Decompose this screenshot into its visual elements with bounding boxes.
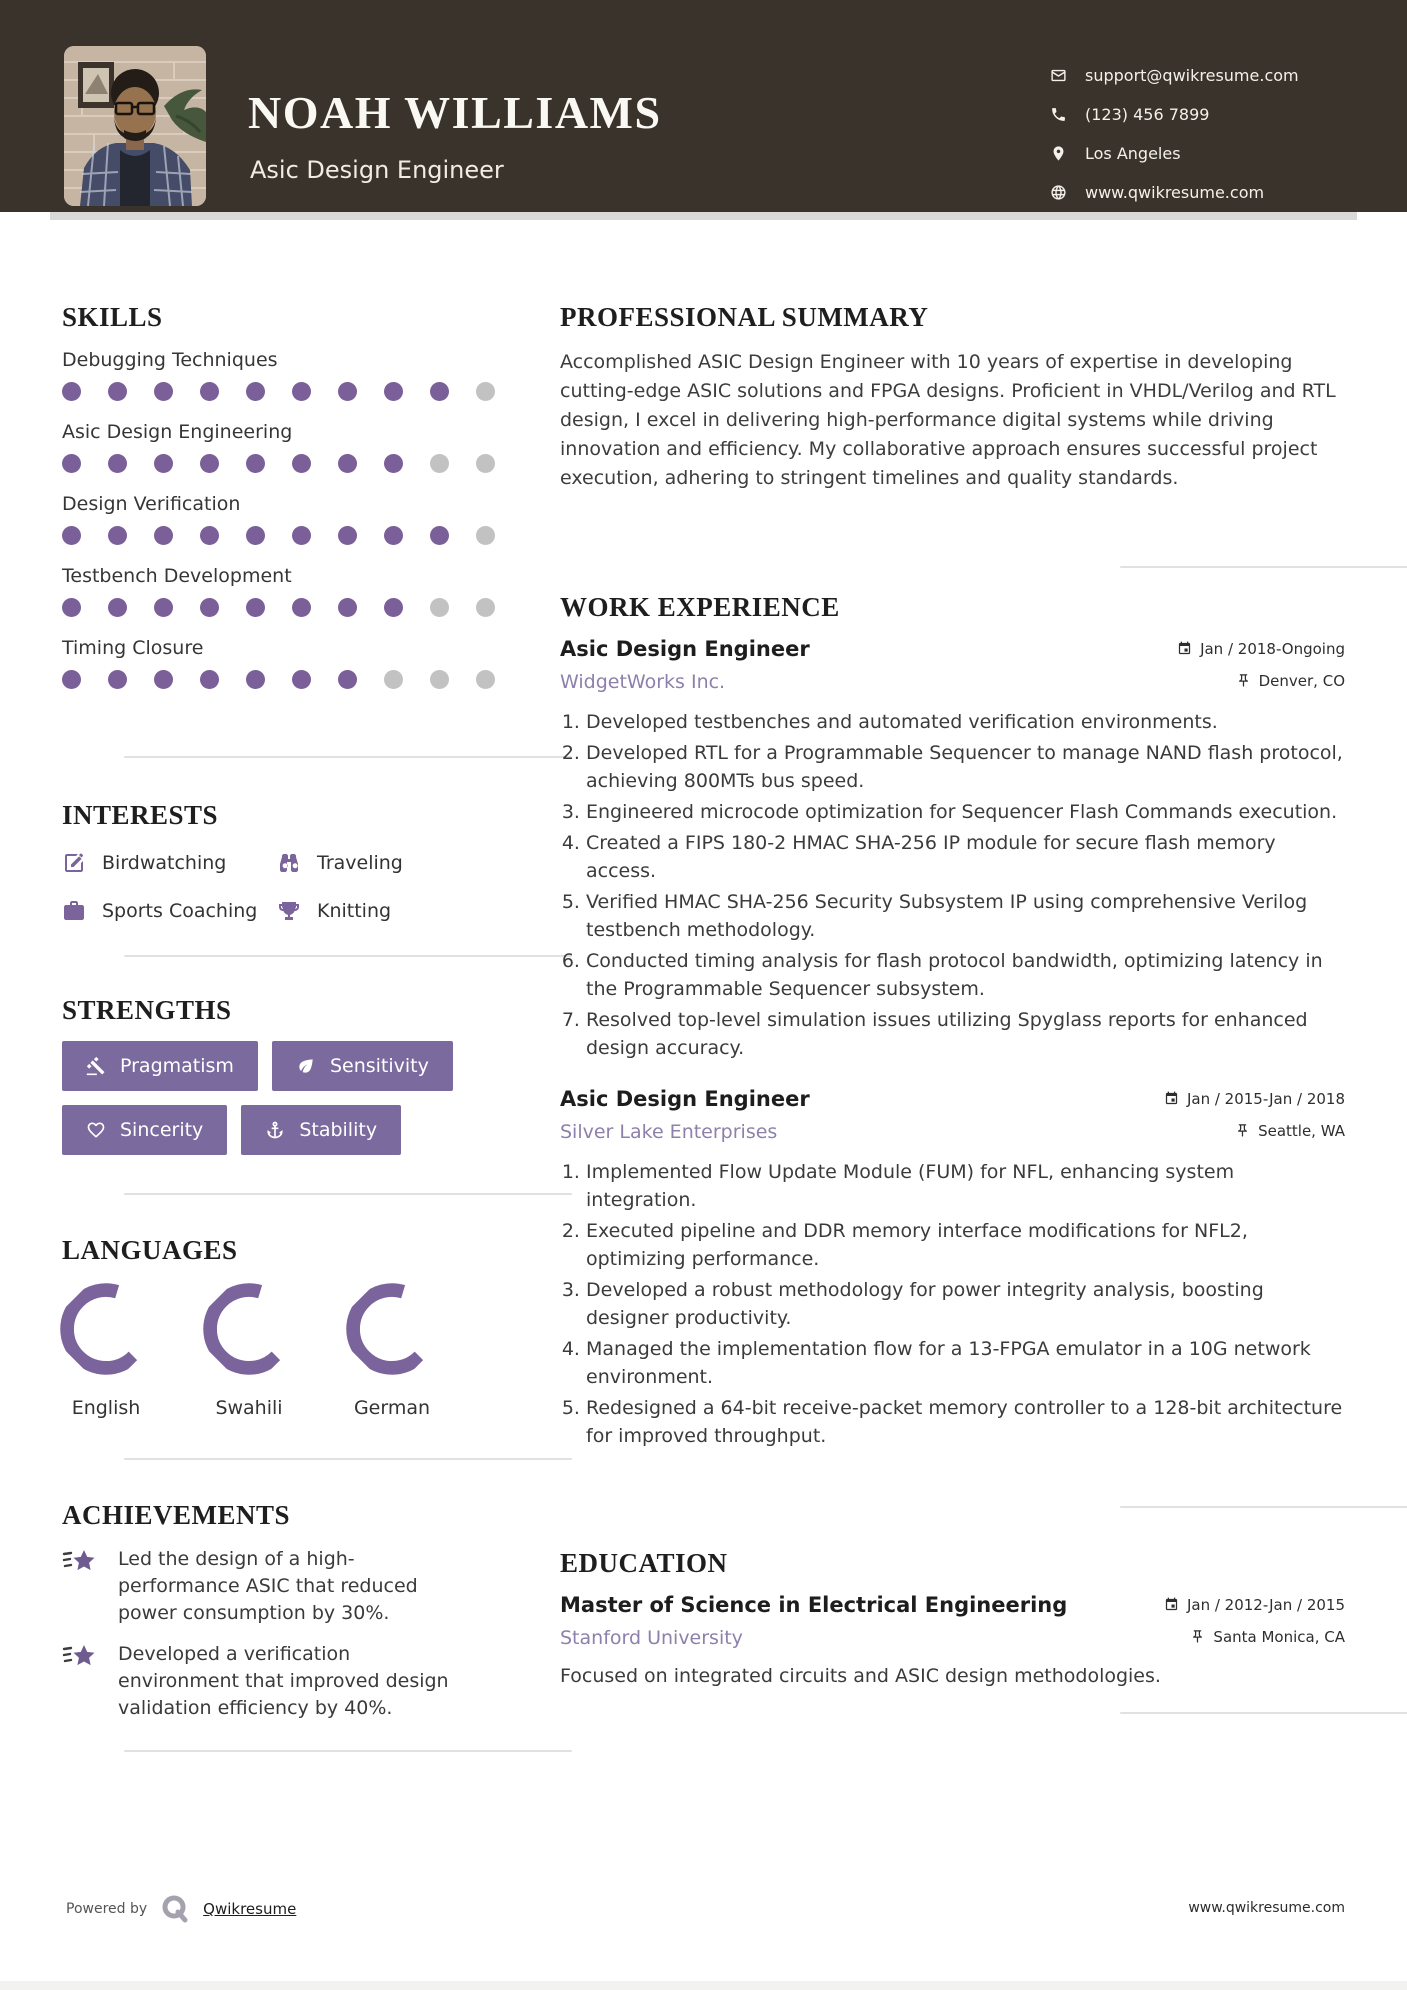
- rating-dot-filled: [338, 670, 357, 689]
- powered-by-text: Powered by: [66, 1901, 148, 1917]
- education-description: Focused on integrated circuits and ASIC design methodologies.: [560, 1665, 1161, 1687]
- person-name: NOAH WILLIAMS: [248, 87, 662, 138]
- phone-icon: [1050, 106, 1067, 123]
- section-work-experience: [560, 592, 1345, 1453]
- shooting-star-icon: [62, 1546, 98, 1627]
- rating-dot-empty: [430, 454, 449, 473]
- rating-dot-filled: [200, 382, 219, 401]
- skill-rating: [62, 526, 512, 545]
- binoculars-icon: [277, 851, 301, 875]
- job-bullet: 2. Executed pipeline and DDR memory interface modifications for NFL2, optimizing performance.: [586, 1217, 1345, 1273]
- bottom-strip: [0, 1981, 1407, 1990]
- language-level-arc: [44, 1267, 168, 1391]
- rating-dot-filled: [292, 382, 311, 401]
- contact-email-text: support@qwikresume.com: [1085, 66, 1299, 85]
- section-summary: [560, 302, 1345, 493]
- language-level-arc: [330, 1267, 454, 1391]
- person-job-title: Asic Design Engineer: [250, 156, 504, 184]
- skills-heading: SKILLS: [62, 302, 163, 332]
- strength-label: Sensitivity: [329, 1055, 429, 1077]
- rating-dot-filled: [62, 454, 81, 473]
- header-divider-strip: [50, 212, 1357, 220]
- rating-dot-filled: [292, 454, 311, 473]
- skill-item: [62, 492, 512, 545]
- rating-dot-filled: [200, 670, 219, 689]
- rating-dot-empty: [430, 670, 449, 689]
- strengths-heading: STRENGTHS: [62, 995, 232, 1025]
- interest-label: Knitting: [317, 900, 392, 922]
- section-divider: [124, 756, 572, 758]
- trophy-icon: [277, 899, 301, 923]
- rating-dot-filled: [62, 526, 81, 545]
- rating-dot-filled: [108, 598, 127, 617]
- section-divider: [124, 955, 572, 957]
- skill-name: Debugging Techniques: [62, 349, 278, 371]
- section-interests: [62, 800, 512, 928]
- education-school: Stanford University: [560, 1627, 743, 1649]
- skill-name: Testbench Development: [62, 565, 292, 587]
- qwikresume-link[interactable]: Qwikresume: [203, 1900, 297, 1918]
- rating-dot-filled: [246, 598, 265, 617]
- rating-dot-filled: [154, 454, 173, 473]
- education-location: [1190, 1628, 1345, 1646]
- rating-dot-filled: [246, 670, 265, 689]
- job-bullet: 7. Resolved top-level simulation issues utilizing Spyglass reports for enhanced design accuracy.: [586, 1006, 1345, 1062]
- job-entry: [560, 1086, 1345, 1450]
- location-icon: [1050, 145, 1067, 162]
- skill-name: Asic Design Engineering: [62, 421, 293, 443]
- rating-dot-filled: [338, 598, 357, 617]
- strength-pill: [62, 1105, 227, 1155]
- rating-dot-filled: [154, 598, 173, 617]
- rating-dot-filled: [338, 454, 357, 473]
- skill-rating: [62, 670, 512, 689]
- summary-text: Accomplished ASIC Design Engineer with 10 years of expertise in developing cutting-edge ASIC solutions and FPGA designs. Proficient in VHDL/Verilog and RTL design, I excel in delivering high-performance digital systems while driving innovation and efficiency. My collaborative approach ensures successful project execution, adhering to stringent timelines and quality standards.: [560, 351, 1336, 489]
- achievement-text: Led the design of a high-performance ASIC that reduced power consumption by 30%.: [118, 1548, 418, 1624]
- interest-item: [277, 894, 512, 928]
- job-company: Silver Lake Enterprises: [560, 1121, 778, 1143]
- rating-dot-filled: [154, 382, 173, 401]
- section-strengths: [62, 995, 512, 1155]
- job-bullet: 4. Created a FIPS 180-2 HMAC SHA-256 IP module for secure flash memory access.: [586, 829, 1345, 885]
- languages-heading: LANGUAGES: [62, 1235, 238, 1265]
- interests-grid: [62, 846, 512, 928]
- job-bullet: 5. Redesigned a 64-bit receive-packet memory controller to a 128-bit architecture for improved throughput.: [586, 1394, 1345, 1450]
- job-bullet: 1. Implemented Flow Update Module (FUM) for NFL, enhancing system integration.: [586, 1158, 1345, 1214]
- pushpin-icon: [1235, 1123, 1250, 1138]
- rating-dot-empty: [476, 454, 495, 473]
- education-degree: Master of Science in Electrical Engineering: [560, 1593, 1068, 1617]
- language-label: Swahili: [215, 1397, 283, 1419]
- skill-rating: [62, 382, 512, 401]
- achievement-item: [62, 1546, 512, 1627]
- work-heading: WORK EXPERIENCE: [560, 592, 840, 622]
- contact-website-text: www.qwikresume.com: [1085, 183, 1265, 202]
- job-location-text: Denver, CO: [1258, 671, 1345, 690]
- job-title: Asic Design Engineer: [560, 1087, 810, 1111]
- job-bullet: 1. Developed testbenches and automated verification environments.: [586, 708, 1345, 736]
- rating-dot-filled: [292, 526, 311, 545]
- job-dates-text: Jan / 2018-Ongoing: [1200, 639, 1345, 658]
- interest-label: Birdwatching: [102, 852, 227, 874]
- job-bullet: 5. Verified HMAC SHA-256 Security Subsystem IP using comprehensive Verilog testbench methodology.: [586, 888, 1345, 944]
- achievement-item: [62, 1641, 512, 1722]
- footer-website[interactable]: www.qwikresume.com: [1188, 1900, 1345, 1916]
- rating-dot-filled: [62, 598, 81, 617]
- job-location: [1236, 672, 1345, 690]
- job-dates: [1164, 1090, 1345, 1108]
- job-bullet: 3. Engineered microcode optimization for Sequencer Flash Commands execution.: [586, 798, 1345, 826]
- footer-branding: [66, 1893, 296, 1925]
- rating-dot-filled: [154, 526, 173, 545]
- strength-pill: [62, 1041, 258, 1091]
- achievement-text: Developed a verification environment that improved design validation efficiency by 40%.: [118, 1643, 449, 1719]
- heart-icon: [86, 1120, 106, 1140]
- language-item: [205, 1285, 293, 1419]
- skill-item: [62, 420, 512, 473]
- skill-item: [62, 564, 512, 617]
- education-dates-text: Jan / 2012-Jan / 2015: [1186, 1595, 1345, 1614]
- section-education: [560, 1548, 1345, 1690]
- rating-dot-filled: [292, 670, 311, 689]
- interest-item: [277, 846, 512, 880]
- section-divider: [124, 1750, 572, 1752]
- rating-dot-empty: [476, 382, 495, 401]
- job-bullet: 2. Developed RTL for a Programmable Sequencer to manage NAND flash protocol, achieving 800MTs bus speed.: [586, 739, 1345, 795]
- rating-dot-filled: [246, 526, 265, 545]
- skill-rating: [62, 454, 512, 473]
- language-label: English: [71, 1397, 141, 1419]
- skill-name: Timing Closure: [62, 637, 204, 659]
- skill-name: Design Verification: [62, 493, 241, 515]
- rating-dot-filled: [384, 382, 403, 401]
- job-bullet: 4. Managed the implementation flow for a 13-FPGA emulator in a 10G network environment.: [586, 1335, 1345, 1391]
- pen-icon: [62, 851, 86, 875]
- rating-dot-filled: [338, 526, 357, 545]
- rating-dot-filled: [246, 454, 265, 473]
- summary-heading: PROFESSIONAL SUMMARY: [560, 302, 929, 332]
- section-divider: [1120, 1506, 1407, 1508]
- gavel-icon: [86, 1056, 106, 1076]
- skill-item: [62, 348, 512, 401]
- language-item: [62, 1285, 150, 1419]
- profile-photo-illustration: [64, 46, 206, 206]
- education-heading: EDUCATION: [560, 1548, 728, 1578]
- job-location: [1235, 1122, 1345, 1140]
- calendar-icon: [1164, 1597, 1179, 1612]
- interest-item: [62, 846, 277, 880]
- language-label: German: [353, 1397, 431, 1419]
- contact-email[interactable]: [1050, 56, 1299, 95]
- rating-dot-filled: [384, 526, 403, 545]
- job-entry: [560, 636, 1345, 1062]
- rating-dot-filled: [154, 670, 173, 689]
- language-level-arc: [187, 1267, 311, 1391]
- rating-dot-filled: [200, 598, 219, 617]
- education-location-text: Santa Monica, CA: [1213, 1627, 1345, 1646]
- rating-dot-empty: [476, 526, 495, 545]
- job-company: WidgetWorks Inc.: [560, 671, 726, 693]
- job-bullet-list: [560, 708, 1345, 1062]
- leaf-icon: [296, 1056, 316, 1076]
- rating-dot-filled: [430, 526, 449, 545]
- job-bullet-list: [560, 1158, 1345, 1450]
- job-dates: [1177, 640, 1345, 658]
- strength-pills: [62, 1041, 502, 1155]
- shooting-star-icon: [62, 1641, 98, 1722]
- skill-item: [62, 636, 512, 689]
- strength-label: Stability: [299, 1119, 378, 1141]
- strength-label: Sincerity: [120, 1119, 204, 1141]
- calendar-icon: [1164, 1091, 1179, 1106]
- email-icon: [1050, 67, 1067, 84]
- globe-icon: [1050, 184, 1067, 201]
- interest-label: Traveling: [317, 852, 403, 874]
- section-divider: [1120, 1712, 1407, 1714]
- section-skills: [62, 302, 512, 708]
- contact-location-text: Los Angeles: [1085, 144, 1181, 163]
- interests-heading: INTERESTS: [62, 800, 219, 830]
- pushpin-icon: [1190, 1629, 1205, 1644]
- rating-dot-filled: [108, 526, 127, 545]
- rating-dot-filled: [292, 598, 311, 617]
- language-item: [348, 1285, 436, 1419]
- anchor-icon: [265, 1120, 285, 1140]
- header: [0, 0, 1407, 212]
- contact-list: [1050, 56, 1299, 212]
- contact-website[interactable]: [1050, 173, 1299, 212]
- rating-dot-filled: [108, 454, 127, 473]
- contact-location: [1050, 134, 1299, 173]
- pushpin-icon: [1236, 673, 1251, 688]
- calendar-icon: [1177, 641, 1192, 656]
- job-location-text: Seattle, WA: [1258, 1121, 1345, 1140]
- strength-pill: [241, 1105, 401, 1155]
- rating-dot-empty: [384, 670, 403, 689]
- skill-rating: [62, 598, 512, 617]
- briefcase-icon: [62, 899, 86, 923]
- achievements-heading: ACHIEVEMENTS: [62, 1500, 291, 1530]
- section-divider: [124, 1193, 572, 1195]
- rating-dot-empty: [430, 598, 449, 617]
- strength-pill: [272, 1041, 453, 1091]
- rating-dot-filled: [200, 454, 219, 473]
- rating-dot-filled: [108, 382, 127, 401]
- contact-phone-text: (123) 456 7899: [1085, 105, 1210, 124]
- rating-dot-empty: [476, 598, 495, 617]
- section-achievements: [62, 1500, 512, 1722]
- profile-photo: [64, 46, 206, 206]
- rating-dot-filled: [384, 454, 403, 473]
- rating-dot-filled: [384, 598, 403, 617]
- section-languages: [62, 1235, 512, 1419]
- job-dates-text: Jan / 2015-Jan / 2018: [1186, 1089, 1345, 1108]
- education-dates: [1164, 1596, 1345, 1614]
- rating-dot-filled: [108, 670, 127, 689]
- rating-dot-empty: [476, 670, 495, 689]
- section-divider: [124, 1458, 572, 1460]
- languages-list: [62, 1285, 512, 1419]
- job-title: Asic Design Engineer: [560, 637, 810, 661]
- job-bullet: 6. Conducted timing analysis for flash protocol bandwidth, optimizing latency in the Programmable Sequencer subsystem.: [586, 947, 1345, 1003]
- strength-label: Pragmatism: [120, 1055, 234, 1077]
- rating-dot-filled: [62, 670, 81, 689]
- rating-dot-filled: [246, 382, 265, 401]
- contact-phone[interactable]: [1050, 95, 1299, 134]
- interest-label: Sports Coaching: [102, 900, 258, 922]
- rating-dot-filled: [200, 526, 219, 545]
- rating-dot-filled: [62, 382, 81, 401]
- qwikresume-logo-icon: [159, 1893, 191, 1925]
- rating-dot-filled: [338, 382, 357, 401]
- interest-item: [62, 894, 277, 928]
- rating-dot-filled: [430, 382, 449, 401]
- job-bullet: 3. Developed a robust methodology for power integrity analysis, boosting designer productivity.: [586, 1276, 1345, 1332]
- section-divider: [1120, 566, 1407, 568]
